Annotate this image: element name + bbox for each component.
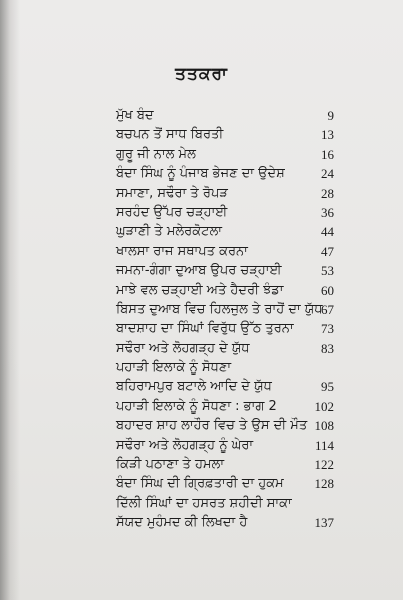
toc-entry-title: ਬਹਿਰਾਮਪੁਰ ਬਟਾਲੇ ਆਦਿ ਦੇ ਯੁੱਧ xyxy=(116,379,272,395)
toc-entry xyxy=(116,106,334,125)
toc-entry-title: ਸਢੌਰਾ ਅਤੇ ਲੋਹਗੜ੍ਹ ਨੂੰ ਘੇਰਾ xyxy=(116,437,254,453)
toc-entry-page: 83 xyxy=(321,340,334,356)
toc-entry-title: ਦਿੱਲੀ ਸਿੰਘਾਂ ਦਾ ਹਸਰਤ ਸ਼ਹੀਦੀ ਸਾਕਾ xyxy=(116,495,292,511)
toc-entry-title: ਸਰਹੰਦ ਉੱਪਰ ਚੜ੍ਹਾਈ xyxy=(116,204,228,220)
toc-entry-page: 128 xyxy=(314,476,334,492)
toc-entry xyxy=(116,203,334,222)
toc-entry-title: ਸਮਾਣਾ, ਸਢੌਰਾ ਤੇ ਰੋਪੜ xyxy=(116,185,228,201)
toc-entry-page: 95 xyxy=(321,379,334,395)
page-gutter-shadow xyxy=(0,0,20,600)
toc-entry-page: 122 xyxy=(314,457,334,473)
toc-entry-title: ਬਾਦਸ਼ਾਹ ਦਾ ਸਿੰਘਾਂ ਵਿਰੁੱਧ ਉੱਠ ਤੁਰਨਾ xyxy=(116,321,294,337)
toc-entry xyxy=(116,436,334,455)
table-of-contents xyxy=(116,106,334,533)
toc-entry-page: 53 xyxy=(321,263,334,279)
toc-entry xyxy=(116,300,334,319)
toc-entry xyxy=(116,242,334,261)
toc-entry-page: 73 xyxy=(321,321,334,337)
toc-entry-title: ਸੱਯਦ ਮੁਹੰਮਦ ਕੀ ਲਿਖਦਾ ਹੈ xyxy=(116,515,248,531)
toc-entry xyxy=(116,164,334,183)
toc-entry xyxy=(116,513,334,532)
toc-entry-title: ਕਿੜੀ ਪਠਾਣਾ ਤੇ ਹਮਲਾ xyxy=(116,457,225,473)
toc-entry-page: 108 xyxy=(314,418,334,434)
toc-entry xyxy=(116,377,334,396)
toc-entry xyxy=(116,474,334,493)
toc-entry xyxy=(116,416,334,435)
toc-entry xyxy=(116,184,334,203)
toc-entry xyxy=(116,222,334,241)
toc-entry-title: ਬਚਪਨ ਤੋਂ ਸਾਧ ਬਿਰਤੀ xyxy=(116,127,224,143)
toc-entry xyxy=(116,397,334,416)
toc-entry-page: 9 xyxy=(327,108,334,123)
toc-entry-page: 13 xyxy=(321,127,334,143)
toc-entry-title: ਗੁਰੂ ਜੀ ਨਾਲ ਮੇਲ xyxy=(116,146,196,162)
toc-entry-title: ਖਾਲਸਾ ਰਾਜ ਸਥਾਪਤ ਕਰਨਾ xyxy=(116,243,248,259)
toc-entry-page: 36 xyxy=(321,204,334,220)
page-title: ਤਤਕਰਾ xyxy=(175,64,228,84)
toc-entry-page: 16 xyxy=(321,146,334,162)
toc-entry-page: 60 xyxy=(321,282,334,298)
toc-entry-page: 44 xyxy=(321,224,334,240)
toc-entry-page: 28 xyxy=(321,185,334,201)
toc-entry xyxy=(116,358,334,377)
toc-entry-page: 137 xyxy=(314,515,334,531)
toc-entry-page: 67 xyxy=(321,301,334,317)
toc-entry-title: ਮਾਝੇ ਵਲ ਚੜ੍ਹਾਈ ਅਤੇ ਹੈਦਰੀ ਝੰਡਾ xyxy=(116,282,284,298)
toc-entry-page: 114 xyxy=(314,437,334,453)
toc-entry-title: ਪਹਾੜੀ ਇਲਾਕੇ ਨੂੰ ਸੋਧਣਾ xyxy=(116,360,232,376)
toc-entry xyxy=(116,339,334,358)
toc-entry-title: ਮੁੱਖ ਬੰਦ xyxy=(116,108,154,123)
toc-entry-page: 102 xyxy=(314,398,334,414)
toc-entry xyxy=(116,455,334,474)
toc-entry-title: ਬਿਸਤ ਦੁਆਬ ਵਿਚ ਹਿਲਜੁਲ ਤੇ ਰਾਹੋਂ ਦਾ ਯੁੱਧ xyxy=(116,301,323,317)
toc-entry-title: ਬਹਾਦਰ ਸ਼ਾਹ ਲਾਹੌਰ ਵਿਚ ਤੇ ਉਸ ਦੀ ਮੌਤ xyxy=(116,418,308,434)
toc-entry-page: 47 xyxy=(321,243,334,259)
toc-entry-title: ਸਢੌਰਾ ਅਤੇ ਲੋਹਗੜ੍ਹ ਦੇ ਯੁੱਧ xyxy=(116,340,250,356)
toc-entry-title: ਬੰਦਾ ਸਿੰਘ ਦੀ ਗ੍ਰਿਫ਼ਤਾਰੀ ਦਾ ਹੁਕਮ xyxy=(116,476,284,492)
toc-entry-page: 24 xyxy=(321,166,334,182)
toc-entry-title: ਪਹਾੜੀ ਇਲਾਕੇ ਨੂੰ ਸੋਧਣਾ : ਭਾਗ 2 xyxy=(116,398,277,414)
toc-entry xyxy=(116,319,334,338)
toc-entry xyxy=(116,145,334,164)
toc-entry xyxy=(116,494,334,513)
toc-entry xyxy=(116,261,334,280)
toc-entry xyxy=(116,281,334,300)
toc-entry-title: ਜਮਨਾ-ਗੰਗਾ ਦੁਆਬ ਉਪਰ ਚੜ੍ਹਾਈ xyxy=(116,263,282,279)
toc-entry-title: ਬੰਦਾ ਸਿੰਘ ਨੂੰ ਪੰਜਾਬ ਭੇਜਣ ਦਾ ਉਦੇਸ਼ xyxy=(116,166,285,182)
toc-entry-title: ਘੁੜਾਣੀ ਤੇ ਮਲੇਰਕੋਟਲਾ xyxy=(116,224,222,240)
toc-entry xyxy=(116,125,334,144)
